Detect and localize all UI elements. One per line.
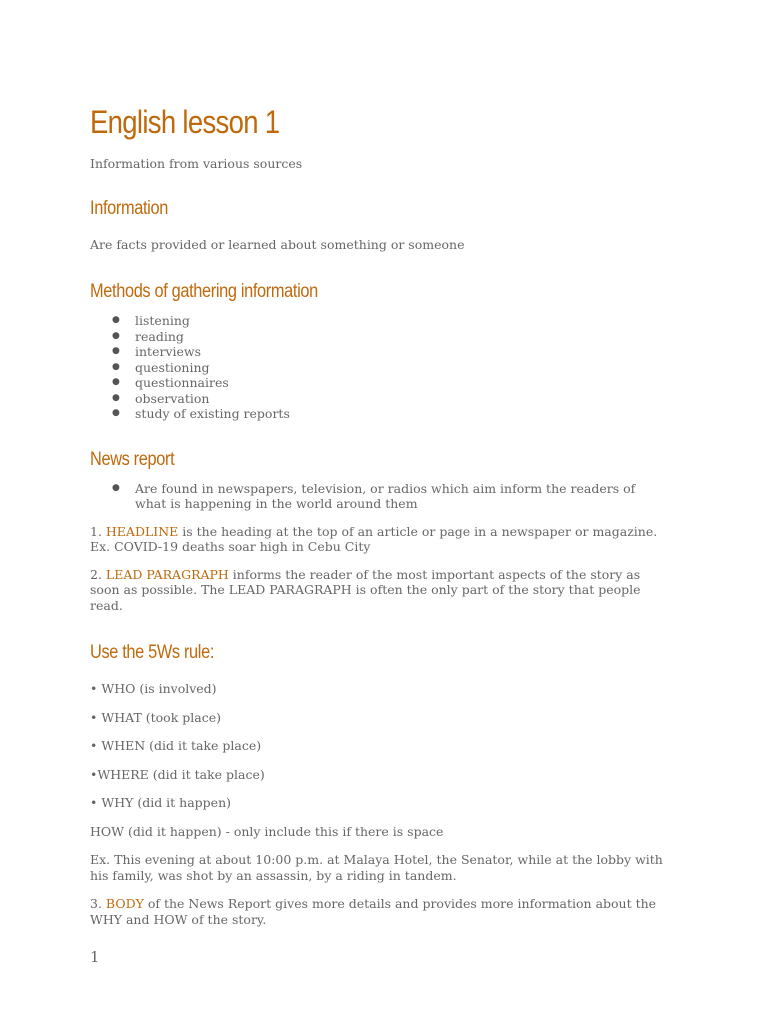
- document-page: [90, 100, 670, 927]
- page-subtitle: Information from various sources: [90, 156, 303, 171]
- five-ws-item: • WHEN (did it take place): [90, 738, 262, 753]
- example-text: Ex. This evening at about 10:00 p.m. at Malaya Hotel, the Senator, while at the lobby with his family, was shot by an assassin, by a riding in tandem.: [90, 852, 663, 883]
- page-number: 1: [90, 948, 100, 966]
- paragraph-number: 3.: [90, 896, 106, 911]
- list-item: ● Are found in newspapers, television, or radios which aim inform the readers of what is happening in the world around them: [90, 481, 670, 512]
- five-ws-item: • WHO (is involved): [90, 681, 217, 696]
- five-ws-item: •WHERE (did it take place): [90, 766, 265, 782]
- methods-list: [90, 313, 670, 422]
- paragraph-text: of the News Report gives more details and provides more information about the WHY and HOW of the story.: [90, 896, 657, 927]
- list-item: ● reading: [90, 329, 670, 345]
- list-item: ● questioning: [90, 360, 670, 376]
- five-ws-item: • WHAT (took place): [90, 709, 221, 725]
- list-item: ● listening: [90, 313, 670, 329]
- list-item: ● interviews: [90, 344, 670, 360]
- list-item: ● questionnaires: [90, 375, 670, 391]
- paragraph-number: 2.: [90, 566, 106, 582]
- term-body: BODY: [105, 896, 144, 911]
- heading-methods: Methods of gathering information: [90, 281, 318, 302]
- page-title: English lesson 1: [90, 104, 280, 140]
- information-text: Are facts provided or learned about something or someone: [90, 236, 465, 252]
- lead-paragraph: [90, 567, 670, 614]
- headline-paragraph: [90, 524, 670, 555]
- term-headline: HEADLINE: [105, 523, 179, 539]
- list-item: ● observation: [90, 391, 670, 407]
- five-ws-item: • WHY (did it happen): [90, 795, 231, 810]
- paragraph-text: is the heading at the top of an article or page in a newspaper or magazine. Ex. COVID-19 deaths soar high in Cebu City: [90, 523, 658, 554]
- heading-five-ws: Use the 5Ws rule:: [90, 642, 215, 663]
- term-lead-paragraph: LEAD PARAGRAPH: [105, 566, 229, 582]
- paragraph-text: informs the reader of the most important aspects of the story as soon as possible. The LEAD PARAGRAPH is often the only part of the story that people read.: [90, 566, 641, 613]
- list-item: ● study of existing reports: [90, 406, 670, 422]
- news-report-list: [90, 481, 670, 512]
- heading-information: Information: [90, 197, 168, 219]
- how-text: HOW (did it happen) - only include this if there is space: [90, 823, 444, 839]
- paragraph-number: 1.: [90, 523, 106, 539]
- heading-news-report: News report: [90, 448, 175, 470]
- body-paragraph: [90, 896, 670, 927]
